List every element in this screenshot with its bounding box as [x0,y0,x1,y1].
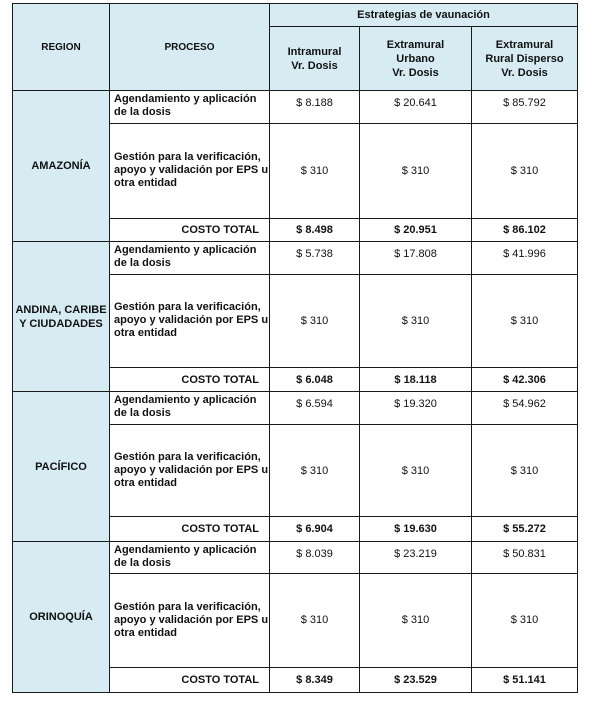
costo-total-label: COSTO TOTAL [110,368,270,392]
value-cell: $ 50.831 [472,542,578,574]
value-cell: $ 310 [472,574,578,668]
value-cell: $ 310 [270,274,360,368]
value-cell: $ 85.792 [472,91,578,123]
proceso-agendamiento: Agendamiento y aplicación de la dosis [110,542,270,574]
value-cell: $ 19.320 [360,392,472,425]
total-cell: $ 19.630 [360,516,472,541]
proceso-gestion: Gestión para la verificación, apoyo y validación por EPS u otra entidad [110,425,270,517]
header-extramural-rural: Extramural Rural Disperso Vr. Dosis [472,27,578,91]
value-cell: $ 23.219 [360,542,472,574]
proceso-gestion: Gestión para la verificación, apoyo y validación por EPS u otra entidad [110,123,270,219]
header-strategies: Estrategias de vaunación [270,4,578,27]
value-cell: $ 310 [360,123,472,219]
total-cell: $ 42.306 [472,368,578,392]
header-intramural: Intramural Vr. Dosis [270,27,360,91]
costo-total-label: COSTO TOTAL [110,667,270,692]
header-extramural-urbano: Extramural Urbano Vr. Dosis [360,27,472,91]
value-cell: $ 17.808 [360,242,472,274]
total-cell: $ 23.529 [360,667,472,692]
cost-table [12,3,578,693]
value-cell: $ 8.188 [270,91,360,123]
header-region: REGION [13,4,110,91]
value-cell: $ 310 [360,274,472,368]
value-cell: $ 310 [472,274,578,368]
total-cell: $ 18.118 [360,368,472,392]
value-cell: $ 310 [472,425,578,517]
total-cell: $ 8.349 [270,667,360,692]
total-cell: $ 8.498 [270,219,360,242]
value-cell: $ 310 [360,574,472,668]
costo-total-label: COSTO TOTAL [110,516,270,541]
proceso-agendamiento: Agendamiento y aplicación de la dosis [110,242,270,274]
value-cell: $ 8.039 [270,542,360,574]
region-orinoquia: ORINOQUÍA [13,542,110,693]
value-cell: $ 310 [360,425,472,517]
proceso-agendamiento: Agendamiento y aplicación de la dosis [110,392,270,425]
value-cell: $ 20.641 [360,91,472,123]
region-pacifico: PACÍFICO [13,392,110,542]
value-cell: $ 310 [270,123,360,219]
total-cell: $ 86.102 [472,219,578,242]
region-amazonia: AMAZONÍA [13,91,110,242]
value-cell: $ 41.996 [472,242,578,274]
proceso-gestion: Gestión para la verificación, apoyo y validación por EPS u otra entidad [110,574,270,668]
header-proceso: PROCESO [110,4,270,91]
proceso-gestion: Gestión para la verificación, apoyo y validación por EPS u otra entidad [110,274,270,368]
region-andina: ANDINA, CARIBE Y CIUDADADES [13,242,110,392]
value-cell: $ 6.594 [270,392,360,425]
total-cell: $ 51.141 [472,667,578,692]
total-cell: $ 6.904 [270,516,360,541]
proceso-agendamiento: Agendamiento y aplicación de la dosis [110,91,270,123]
costo-total-label: COSTO TOTAL [110,219,270,242]
value-cell: $ 5.738 [270,242,360,274]
value-cell: $ 310 [270,574,360,668]
value-cell: $ 310 [472,123,578,219]
total-cell: $ 20.951 [360,219,472,242]
value-cell: $ 54.962 [472,392,578,425]
value-cell: $ 310 [270,425,360,517]
total-cell: $ 55.272 [472,516,578,541]
total-cell: $ 6.048 [270,368,360,392]
